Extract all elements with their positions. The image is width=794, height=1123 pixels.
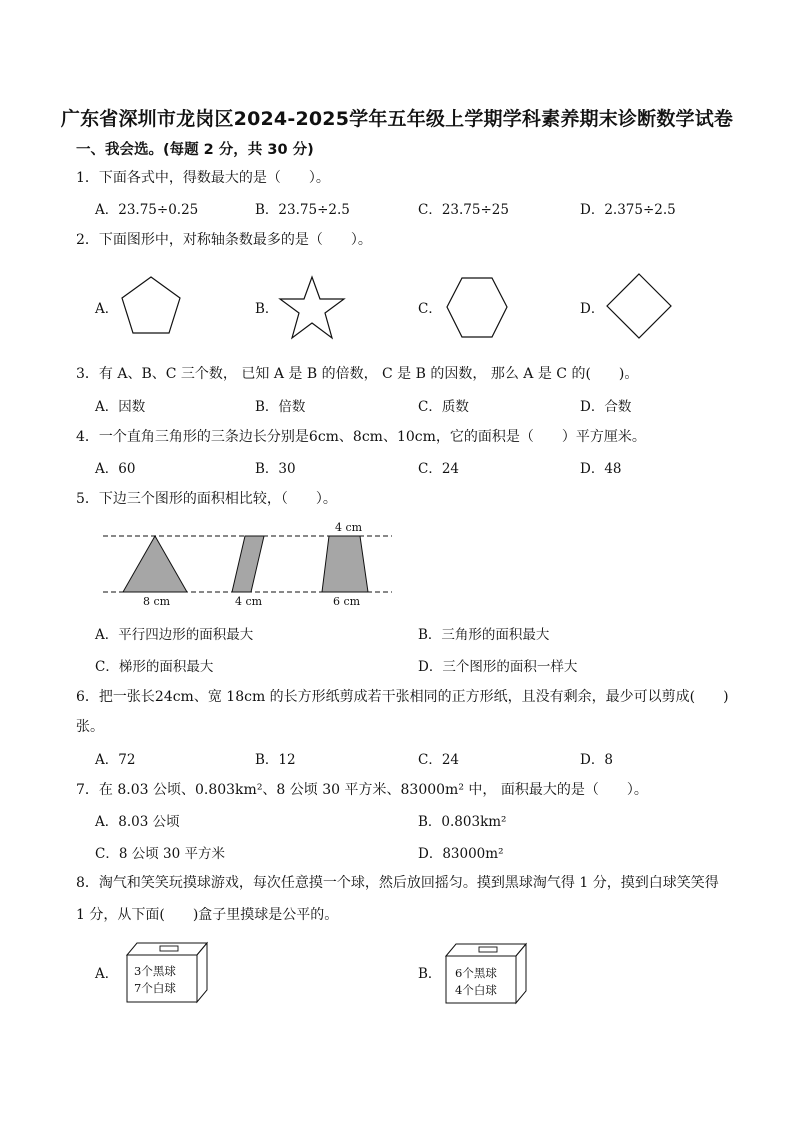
box-a-black-balls: 3个黑球: [134, 964, 176, 978]
trapezoid-top-label: 4 cm: [335, 521, 363, 534]
question-2-option-d[interactable]: D．: [580, 301, 605, 317]
question-5-stem: 5．下边三个图形的面积相比较，（ ）。: [76, 491, 337, 507]
question-7-option-d[interactable]: D．83000m²: [418, 846, 504, 862]
trapezoid-base-label: 6 cm: [333, 595, 361, 608]
question-4-stem: 4．一个直角三角形的三条边长分别是6cm、8cm、10cm，它的面积是（ ）平方厘米。: [76, 429, 646, 445]
question-5-option-b[interactable]: B．三角形的面积最大: [418, 627, 550, 643]
section-heading: 一、我会选。(每题 2 分，共 30 分): [76, 142, 314, 158]
question-2-stem: 2．下面图形中，对称轴条数最多的是（ ）。: [76, 232, 372, 248]
question-8-stem: 8．淘气和笑笑玩摸球游戏，每次任意摸一个球，然后放回摇匀。摸到黑球淘气得 1 分，摸到白球笑笑得: [76, 875, 719, 891]
box-a-white-balls: 7个白球: [134, 981, 176, 995]
question-7-stem: 7．在 8.03 公顷、0.803km²、8 公顷 30 平方米、83000m² 中， 面积最大的是（ ）。: [76, 782, 648, 798]
question-2-option-c[interactable]: C．: [418, 301, 442, 317]
question-4-option-c[interactable]: C．24: [418, 461, 460, 477]
question-3-option-a[interactable]: A．因数: [95, 399, 146, 415]
question-3-option-c[interactable]: C．质数: [418, 399, 469, 415]
question-8-option-a[interactable]: A．: [95, 966, 119, 982]
triangle-base-label: 8 cm: [143, 595, 171, 608]
question-3-stem: 3．有 A、B、C 三个数， 已知 A 是 B 的倍数， C 是 B 的因数， 那么 A 是 C 的( )。: [76, 366, 639, 382]
question-4-option-b[interactable]: B．30: [255, 461, 296, 477]
box-b-black-balls: 6个黑球: [455, 966, 497, 980]
question-6-option-d[interactable]: D．8: [580, 752, 613, 768]
question-3-option-d[interactable]: D．合数: [580, 399, 632, 415]
question-6-option-c[interactable]: C．24: [418, 752, 460, 768]
box-b-white-balls: 4个白球: [455, 983, 497, 997]
question-1-option-a[interactable]: A．23.75÷0.25: [95, 202, 199, 218]
parallelogram-base-label: 4 cm: [235, 595, 263, 608]
question-4-option-a[interactable]: A．60: [95, 461, 136, 477]
question-1-option-c[interactable]: C．23.75÷25: [418, 202, 509, 218]
question-5-option-c[interactable]: C．梯形的面积最大: [95, 659, 214, 675]
question-2-option-b[interactable]: B．: [255, 301, 279, 317]
question-6-stem: 6．把一张长24cm、宽 18cm 的长方形纸剪成若干张相同的正方形纸，且没有剩余，最少可以剪成( ): [76, 689, 729, 705]
page-title: 广东省深圳市龙岗区2024-2025学年五年级上学期学科素养期末诊断数学试卷: [60, 108, 734, 130]
question-1-stem: 1．下面各式中，得数最大的是（ ）。: [76, 170, 330, 186]
question-8-stem-continued: 1 分，从下面( )盒子里摸球是公平的。: [76, 907, 339, 923]
question-3-option-b[interactable]: B．倍数: [255, 399, 306, 415]
question-4-option-d[interactable]: D．48: [580, 461, 622, 477]
question-1-option-d[interactable]: D．2.375÷2.5: [580, 202, 676, 218]
question-7-option-c[interactable]: C．8 公顷 30 平方米: [95, 846, 225, 862]
question-7-option-b[interactable]: B．0.803km²: [418, 814, 507, 830]
question-7-option-a[interactable]: A．8.03 公顷: [95, 814, 180, 830]
question-6-option-b[interactable]: B．12: [255, 752, 296, 768]
question-6-stem-continued: 张。: [76, 719, 104, 735]
question-5-option-a[interactable]: A．平行四边形的面积最大: [95, 627, 254, 643]
question-5-option-d[interactable]: D．三个图形的面积一样大: [418, 659, 578, 675]
question-2-option-a[interactable]: A．: [95, 301, 119, 317]
question-8-option-b[interactable]: B．: [418, 966, 442, 982]
question-6-option-a[interactable]: A．72: [95, 752, 136, 768]
question-1-option-b[interactable]: B．23.75÷2.5: [255, 202, 350, 218]
